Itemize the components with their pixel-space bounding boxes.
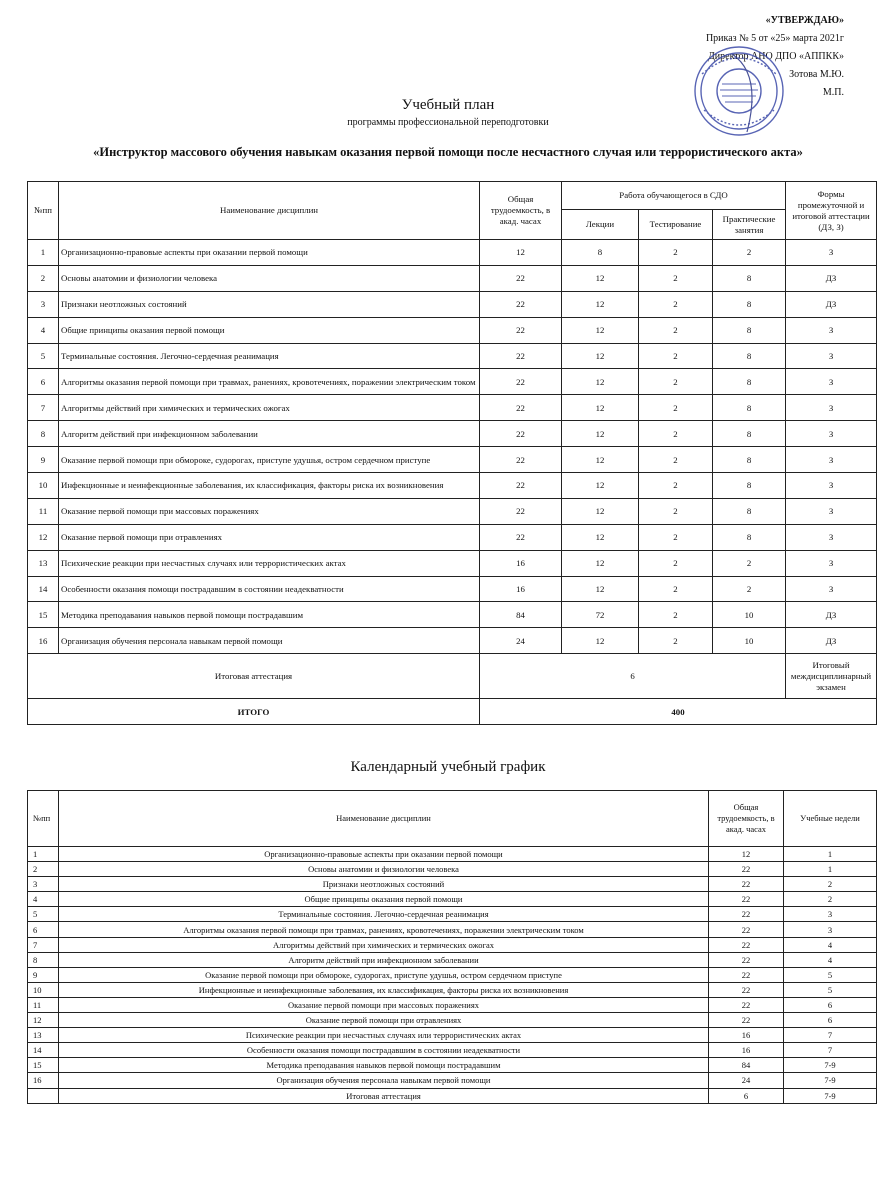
- schedule-row: [28, 892, 877, 907]
- approval-name: Зотова М.Ю.: [789, 69, 844, 80]
- plan-cell-num: 1: [28, 240, 59, 266]
- plan-row: [28, 576, 877, 602]
- plan-cell-practice: 8: [713, 524, 786, 550]
- plan-cell-lectures: 12: [562, 473, 639, 499]
- schedule-cell-name: Оказание первой помощи при отравлениях: [59, 1013, 709, 1028]
- plan-cell-form: ДЗ: [786, 265, 877, 291]
- plan-cell-total: 24: [480, 628, 562, 654]
- plan-cell-total: 16: [480, 576, 562, 602]
- plan-cell-num: 8: [28, 421, 59, 447]
- plan-cell-total: 22: [480, 524, 562, 550]
- schedule-cell-name: Признаки неотложных состояний: [59, 877, 709, 892]
- schedule-cell-total: 22: [709, 952, 784, 967]
- plan-cell-form: З: [786, 524, 877, 550]
- plan-cell-total: 16: [480, 550, 562, 576]
- plan-total-row: [28, 699, 877, 725]
- plan-cell-testing: 2: [639, 343, 713, 369]
- plan-cell-practice: 8: [713, 395, 786, 421]
- plan-cell-testing: 2: [639, 421, 713, 447]
- plan-row: [28, 343, 877, 369]
- plan-cell-practice: 2: [713, 240, 786, 266]
- plan-row: [28, 369, 877, 395]
- schedule-row: [28, 1058, 877, 1073]
- schedule-cell-total: 22: [709, 967, 784, 982]
- plan-cell-practice: 8: [713, 343, 786, 369]
- schedule-cell-num: 11: [28, 997, 59, 1012]
- schedule-cell-total: 22: [709, 997, 784, 1012]
- plan-cell-lectures: 12: [562, 317, 639, 343]
- plan-cell-practice: 8: [713, 369, 786, 395]
- schedule-cell-name: Терминальные состояния. Легочно-сердечная реанимация: [59, 907, 709, 922]
- schedule-cell-num: 16: [28, 1073, 59, 1088]
- total-label: ИТОГО: [28, 699, 480, 725]
- schedule-row: [28, 997, 877, 1012]
- schedule-cell-name: Основы анатомии и физиологии человека: [59, 862, 709, 877]
- plan-cell-name: Инфекционные и неинфекционные заболевания, их классификация, факторы риска их возникновения: [59, 473, 480, 499]
- plan-cell-total: 22: [480, 395, 562, 421]
- plan-cell-name: Алгоритм действий при инфекционном заболевании: [59, 421, 480, 447]
- plan-cell-form: З: [786, 498, 877, 524]
- plan-cell-lectures: 12: [562, 550, 639, 576]
- schedule-cell-weeks: 7-9: [784, 1088, 877, 1103]
- header-lectures: Лекции: [562, 210, 639, 240]
- plan-cell-lectures: 8: [562, 240, 639, 266]
- plan-cell-lectures: 12: [562, 421, 639, 447]
- plan-cell-practice: 8: [713, 291, 786, 317]
- schedule-row: [28, 1028, 877, 1043]
- schedule-row: [28, 1073, 877, 1088]
- schedule-cell-num: 10: [28, 982, 59, 997]
- schedule-cell-name: Алгоритмы действий при химических и термических ожогах: [59, 937, 709, 952]
- plan-row: [28, 395, 877, 421]
- plan-cell-form: ДЗ: [786, 628, 877, 654]
- header-total: Общая трудоемкость, в акад. часах: [480, 182, 562, 240]
- schedule-cell-weeks: 7: [784, 1028, 877, 1043]
- plan-cell-practice: 8: [713, 473, 786, 499]
- schedule-header-total: Общая трудоемкость, в акад. часах: [709, 791, 784, 847]
- plan-cell-name: Основы анатомии и физиологии человека: [59, 265, 480, 291]
- schedule-cell-weeks: 6: [784, 1013, 877, 1028]
- approval-stamp-place: М.П.: [822, 87, 844, 98]
- schedule-title: Календарный учебный график: [350, 759, 546, 775]
- schedule-cell-total: 22: [709, 907, 784, 922]
- program-title: «Инструктор массового обучения навыкам оказания первой помощи после несчастного случая или террористического акта»: [93, 145, 803, 159]
- schedule-cell-total: 16: [709, 1043, 784, 1058]
- plan-cell-num: 6: [28, 369, 59, 395]
- plan-cell-total: 22: [480, 265, 562, 291]
- plan-cell-form: З: [786, 395, 877, 421]
- schedule-cell-weeks: 1: [784, 862, 877, 877]
- schedule-cell-num: 9: [28, 967, 59, 982]
- plan-cell-total: 22: [480, 317, 562, 343]
- schedule-cell-total: 22: [709, 877, 784, 892]
- plan-final-row: [28, 654, 877, 699]
- schedule-cell-weeks: 2: [784, 877, 877, 892]
- plan-cell-name: Оказание первой помощи при отравлениях: [59, 524, 480, 550]
- plan-row: [28, 447, 877, 473]
- schedule-cell-total: 16: [709, 1028, 784, 1043]
- plan-cell-form: З: [786, 317, 877, 343]
- plan-cell-total: 22: [480, 343, 562, 369]
- schedule-cell-weeks: 2: [784, 892, 877, 907]
- plan-cell-num: 5: [28, 343, 59, 369]
- schedule-cell-num: 15: [28, 1058, 59, 1073]
- plan-cell-testing: 2: [639, 240, 713, 266]
- schedule-row: [28, 1088, 877, 1103]
- plan-cell-form: З: [786, 473, 877, 499]
- plan-cell-practice: 2: [713, 550, 786, 576]
- plan-cell-name: Терминальные состояния. Легочно-сердечная реанимация: [59, 343, 480, 369]
- plan-cell-name: Организационно-правовые аспекты при оказании первой помощи: [59, 240, 480, 266]
- schedule-cell-name: Инфекционные и неинфекционные заболевания, их классификация, факторы риска их возникновения: [59, 982, 709, 997]
- plan-cell-name: Особенности оказания помощи пострадавшим в состоянии неадекватности: [59, 576, 480, 602]
- schedule-cell-name: Методика преподавания навыков первой помощи пострадавшим: [59, 1058, 709, 1073]
- plan-cell-form: З: [786, 421, 877, 447]
- schedule-cell-num: 12: [28, 1013, 59, 1028]
- total-hours: 400: [480, 699, 877, 725]
- plan-cell-num: 13: [28, 550, 59, 576]
- plan-cell-lectures: 12: [562, 498, 639, 524]
- plan-cell-lectures: 12: [562, 447, 639, 473]
- plan-cell-total: 22: [480, 473, 562, 499]
- plan-cell-num: 15: [28, 602, 59, 628]
- plan-row: [28, 550, 877, 576]
- plan-cell-lectures: 12: [562, 628, 639, 654]
- schedule-header-num: №пп: [28, 791, 59, 847]
- schedule-cell-weeks: 5: [784, 967, 877, 982]
- plan-cell-lectures: 72: [562, 602, 639, 628]
- schedule-cell-weeks: 4: [784, 937, 877, 952]
- schedule-cell-num: 6: [28, 922, 59, 937]
- schedule-row: [28, 1043, 877, 1058]
- plan-cell-name: Оказание первой помощи при обмороке, судорогах, приступе удушья, остром сердечном приступе: [59, 447, 480, 473]
- plan-header-row: [28, 182, 877, 210]
- header-work: Работа обучающегося в СДО: [562, 182, 786, 210]
- schedule-row: [28, 952, 877, 967]
- plan-row: [28, 421, 877, 447]
- header-forms: Формы промежуточной и итоговой аттестации (ДЗ, З): [786, 182, 877, 240]
- plan-cell-practice: 8: [713, 317, 786, 343]
- study-plan-table: [27, 181, 877, 725]
- plan-cell-testing: 2: [639, 395, 713, 421]
- schedule-row: [28, 922, 877, 937]
- plan-cell-total: 12: [480, 240, 562, 266]
- plan-cell-testing: 2: [639, 473, 713, 499]
- plan-cell-num: 9: [28, 447, 59, 473]
- plan-cell-testing: 2: [639, 317, 713, 343]
- schedule-cell-num: 2: [28, 862, 59, 877]
- plan-row: [28, 498, 877, 524]
- document-subtitle: программы профессиональной переподготовки: [347, 117, 549, 128]
- plan-cell-num: 12: [28, 524, 59, 550]
- schedule-cell-name: Оказание первой помощи при обмороке, судорогах, приступе удушья, остром сердечном приступе: [59, 967, 709, 982]
- schedule-cell-num: [28, 1088, 59, 1103]
- approval-position: Директор АНО ДПО «АППКК»: [707, 51, 844, 62]
- plan-cell-num: 4: [28, 317, 59, 343]
- plan-cell-testing: 2: [639, 447, 713, 473]
- schedule-cell-total: 22: [709, 922, 784, 937]
- schedule-cell-weeks: 3: [784, 922, 877, 937]
- plan-cell-testing: 2: [639, 265, 713, 291]
- calendar-schedule-table: [27, 790, 877, 1104]
- plan-cell-form: З: [786, 550, 877, 576]
- schedule-cell-num: 8: [28, 952, 59, 967]
- schedule-cell-name: Особенности оказания помощи пострадавшим в состоянии неадекватности: [59, 1043, 709, 1058]
- plan-cell-testing: 2: [639, 576, 713, 602]
- schedule-cell-total: 22: [709, 937, 784, 952]
- schedule-cell-total: 22: [709, 892, 784, 907]
- plan-cell-num: 14: [28, 576, 59, 602]
- plan-cell-lectures: 12: [562, 524, 639, 550]
- schedule-cell-num: 1: [28, 847, 59, 862]
- schedule-cell-num: 5: [28, 907, 59, 922]
- plan-cell-form: ДЗ: [786, 291, 877, 317]
- schedule-cell-name: Алгоритмы оказания первой помощи при травмах, ранениях, кровотечениях, поражении электрическим током: [59, 922, 709, 937]
- schedule-cell-total: 22: [709, 1013, 784, 1028]
- schedule-row: [28, 877, 877, 892]
- plan-cell-testing: 2: [639, 628, 713, 654]
- plan-cell-lectures: 12: [562, 291, 639, 317]
- schedule-cell-total: 84: [709, 1058, 784, 1073]
- plan-cell-practice: 10: [713, 602, 786, 628]
- plan-cell-total: 22: [480, 421, 562, 447]
- plan-row: [28, 265, 877, 291]
- schedule-row: [28, 1013, 877, 1028]
- schedule-cell-num: 3: [28, 877, 59, 892]
- plan-cell-total: 84: [480, 602, 562, 628]
- document-title: Учебный план: [401, 97, 495, 113]
- schedule-cell-name: Организация обучения персонала навыкам первой помощи: [59, 1073, 709, 1088]
- plan-cell-name: Методика преподавания навыков первой помощи пострадавшим: [59, 602, 480, 628]
- plan-cell-name: Общие принципы оказания первой помощи: [59, 317, 480, 343]
- plan-cell-name: Признаки неотложных состояний: [59, 291, 480, 317]
- schedule-row: [28, 967, 877, 982]
- schedule-cell-weeks: 3: [784, 907, 877, 922]
- plan-row: [28, 602, 877, 628]
- schedule-header-weeks: Учебные недели: [784, 791, 877, 847]
- final-label: Итоговая аттестация: [28, 654, 480, 699]
- header-name: Наименование дисциплин: [59, 182, 480, 240]
- plan-row: [28, 628, 877, 654]
- plan-cell-practice: 2: [713, 576, 786, 602]
- plan-cell-testing: 2: [639, 498, 713, 524]
- plan-cell-total: 22: [480, 291, 562, 317]
- schedule-cell-name: Итоговая аттестация: [59, 1088, 709, 1103]
- plan-cell-form: З: [786, 343, 877, 369]
- schedule-row: [28, 982, 877, 997]
- plan-row: [28, 473, 877, 499]
- plan-row: [28, 524, 877, 550]
- plan-cell-num: 2: [28, 265, 59, 291]
- plan-cell-num: 7: [28, 395, 59, 421]
- plan-cell-practice: 8: [713, 498, 786, 524]
- schedule-row: [28, 847, 877, 862]
- plan-cell-total: 22: [480, 447, 562, 473]
- plan-cell-name: Организация обучения персонала навыкам первой помощи: [59, 628, 480, 654]
- plan-cell-form: З: [786, 447, 877, 473]
- plan-cell-testing: 2: [639, 291, 713, 317]
- schedule-cell-name: Общие принципы оказания первой помощи: [59, 892, 709, 907]
- plan-cell-testing: 2: [639, 369, 713, 395]
- plan-cell-lectures: 12: [562, 343, 639, 369]
- schedule-cell-num: 14: [28, 1043, 59, 1058]
- plan-cell-total: 22: [480, 369, 562, 395]
- schedule-row: [28, 862, 877, 877]
- plan-cell-practice: 8: [713, 265, 786, 291]
- plan-cell-form: З: [786, 369, 877, 395]
- schedule-cell-total: 22: [709, 982, 784, 997]
- schedule-row: [28, 937, 877, 952]
- header-num: №пп: [28, 182, 59, 240]
- schedule-cell-weeks: 7-9: [784, 1073, 877, 1088]
- schedule-row: [28, 907, 877, 922]
- plan-cell-name: Алгоритмы действий при химических и термических ожогах: [59, 395, 480, 421]
- plan-cell-form: З: [786, 576, 877, 602]
- schedule-cell-num: 7: [28, 937, 59, 952]
- schedule-header-row: [28, 791, 877, 847]
- plan-cell-lectures: 12: [562, 265, 639, 291]
- schedule-cell-name: Организационно-правовые аспекты при оказании первой помощи: [59, 847, 709, 862]
- plan-row: [28, 291, 877, 317]
- plan-cell-lectures: 12: [562, 369, 639, 395]
- schedule-cell-total: 6: [709, 1088, 784, 1103]
- schedule-cell-name: Оказание первой помощи при массовых поражениях: [59, 997, 709, 1012]
- schedule-cell-total: 22: [709, 862, 784, 877]
- schedule-cell-num: 4: [28, 892, 59, 907]
- plan-cell-name: Психические реакции при несчастных случаях или террористических актах: [59, 550, 480, 576]
- plan-cell-total: 22: [480, 498, 562, 524]
- schedule-cell-name: Алгоритм действий при инфекционном заболевании: [59, 952, 709, 967]
- header-testing: Тестирование: [639, 210, 713, 240]
- plan-cell-lectures: 12: [562, 576, 639, 602]
- approval-heading: «УТВЕРЖДАЮ»: [765, 15, 844, 26]
- plan-cell-num: 10: [28, 473, 59, 499]
- plan-cell-name: Оказание первой помощи при массовых поражениях: [59, 498, 480, 524]
- plan-cell-testing: 2: [639, 524, 713, 550]
- schedule-cell-weeks: 4: [784, 952, 877, 967]
- plan-cell-name: Алгоритмы оказания первой помощи при травмах, ранениях, кровотечениях, поражении электрическим током: [59, 369, 480, 395]
- plan-cell-form: З: [786, 240, 877, 266]
- schedule-cell-weeks: 1: [784, 847, 877, 862]
- plan-row: [28, 317, 877, 343]
- plan-cell-practice: 10: [713, 628, 786, 654]
- schedule-cell-weeks: 6: [784, 997, 877, 1012]
- approval-order: Приказ № 5 от «25» марта 2021г: [705, 33, 844, 44]
- schedule-cell-total: 12: [709, 847, 784, 862]
- plan-cell-testing: 2: [639, 550, 713, 576]
- final-hours: 6: [480, 654, 786, 699]
- schedule-cell-total: 24: [709, 1073, 784, 1088]
- plan-cell-num: 16: [28, 628, 59, 654]
- plan-cell-lectures: 12: [562, 395, 639, 421]
- plan-cell-practice: 8: [713, 421, 786, 447]
- schedule-cell-weeks: 7-9: [784, 1058, 877, 1073]
- final-form: Итоговый междисциплинарный экзамен: [786, 654, 877, 699]
- plan-row: [28, 240, 877, 266]
- plan-cell-num: 11: [28, 498, 59, 524]
- header-practice: Практические занятия: [713, 210, 786, 240]
- schedule-cell-weeks: 5: [784, 982, 877, 997]
- plan-cell-form: ДЗ: [786, 602, 877, 628]
- plan-cell-practice: 8: [713, 447, 786, 473]
- schedule-cell-num: 13: [28, 1028, 59, 1043]
- schedule-cell-weeks: 7: [784, 1043, 877, 1058]
- schedule-header-name: Наименование дисциплин: [59, 791, 709, 847]
- plan-cell-num: 3: [28, 291, 59, 317]
- schedule-cell-name: Психические реакции при несчастных случаях или террористических актах: [59, 1028, 709, 1043]
- plan-cell-testing: 2: [639, 602, 713, 628]
